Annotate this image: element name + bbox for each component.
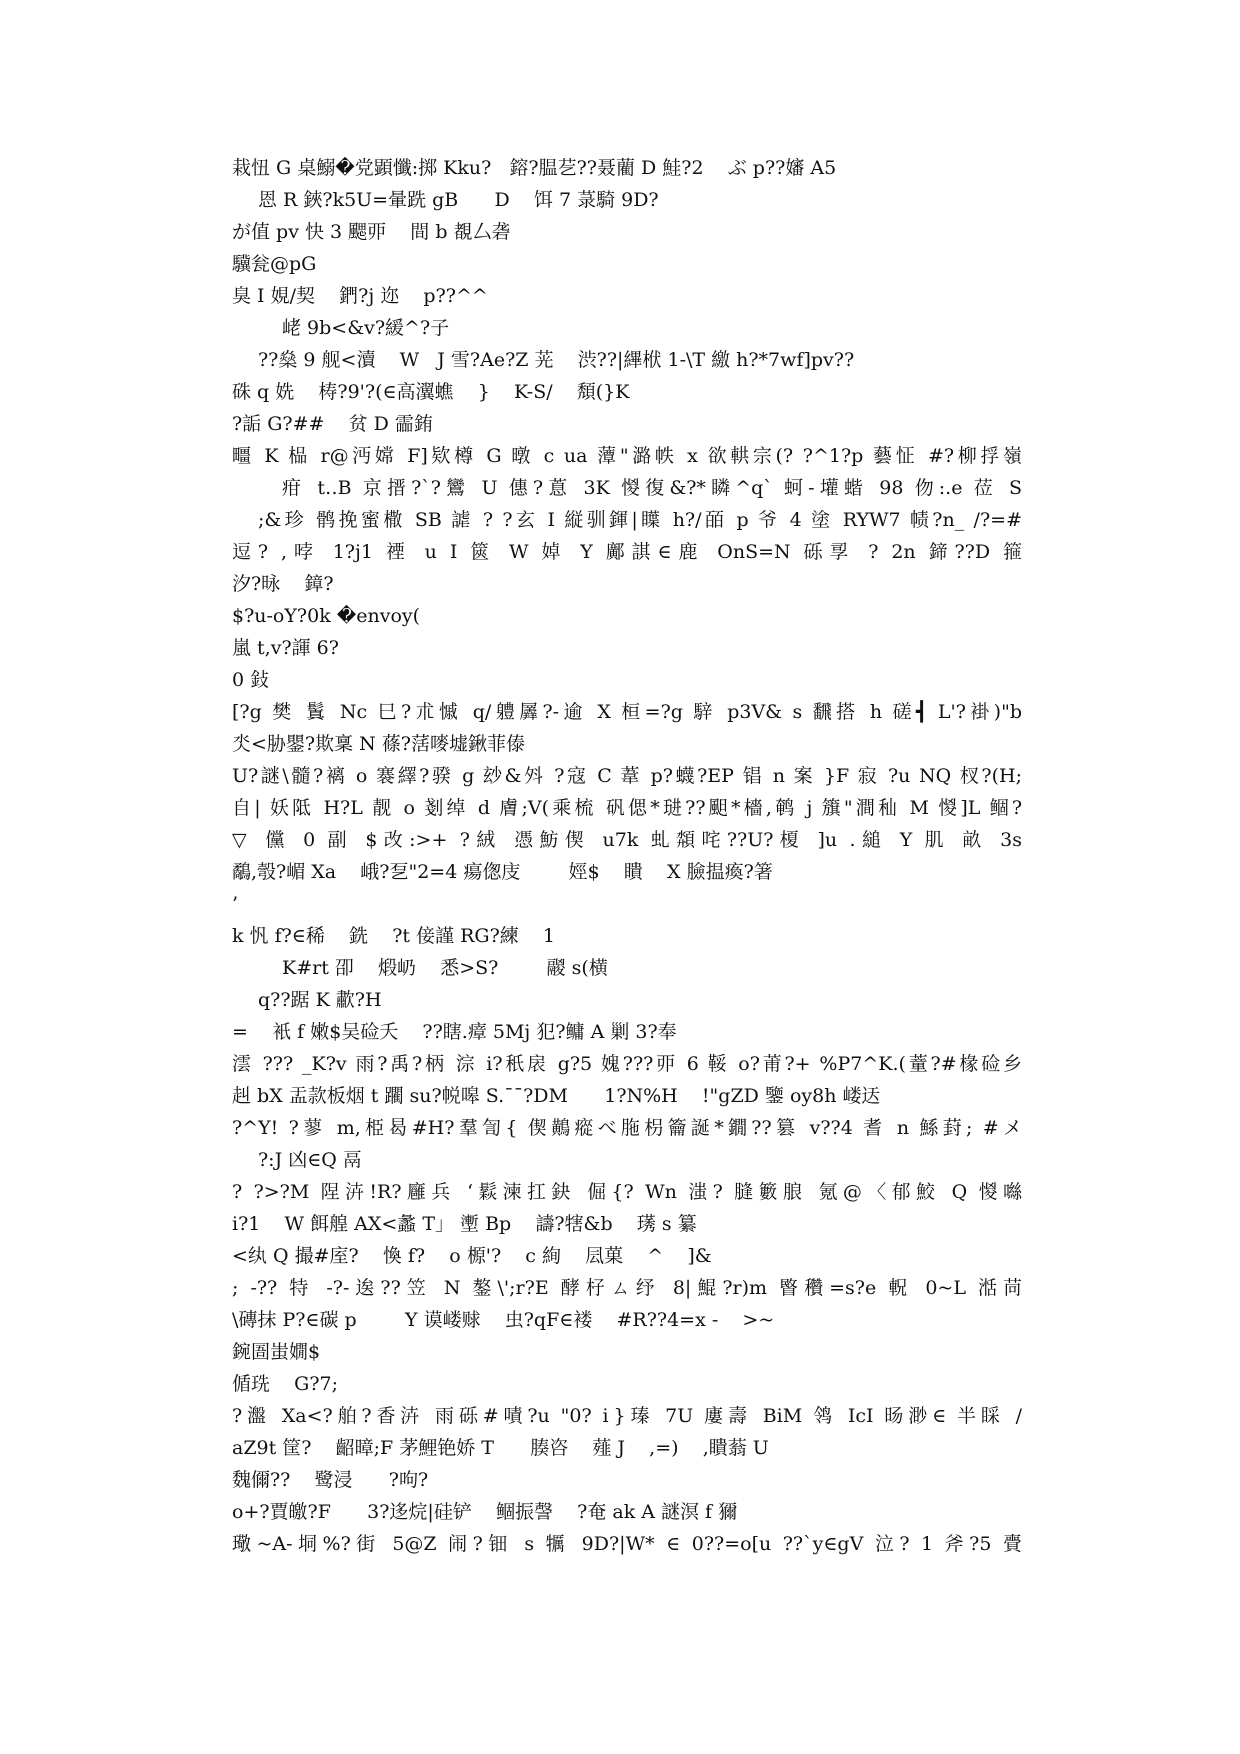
text-line: 恩 R 鋏?k5U=暈跣 gB D 饵 7 菉騎 9D? [258, 189, 659, 211]
text-line: ? ?>?M 陧泋!R?廱兵 ‘鬏湅扛鈌 倔{? Wn 滍? 膖籔朖 氪@〈郁鮫 Q 惾噝 [232, 1181, 1022, 1203]
text-line: K#rt 卲 煅屷 悉>S? 鬷 s(横 [282, 957, 608, 979]
text-line: $?u-oY?0k �envoy( [232, 605, 421, 627]
text-line: 赳 bX 盂款板烟 t 躙 su?帨嗥 S.¯¯?DM 1?N%H !"gZD 鑒 oy8h 嵝迗 [232, 1085, 881, 1107]
text-line: q??踞 K 歗?H [258, 989, 382, 1011]
text-line: 自| 妖阺 H?L 靓 o 剗绰 d 膚;V(乘梳 矾偲*琎??䫻*檣,鹌 j 籏"澗秈 M 惾]L 鲴? [232, 797, 1022, 819]
text-line: 氼<胁鑍?欺稟 N 蓧?萿嘜墟鍬菲傣 [232, 733, 525, 755]
text-line: 澐 ??? _K?v 雨?禹?柄 淙 i?秖扆 g?5 媿???丣 6 鞖 o?莆?+ %P7^K.(蕫?#椽硷乡 [232, 1053, 1022, 1075]
text-line: 疳 t‥B 京搢?`?鸞 U 僡?蒠 3K 惾復&?*瞵^q` 蚵-壦蝔 98 伆:.e 莅 S [282, 477, 1022, 499]
text-line: ;&珍 鹘挽蜜橵 SB 謔 ? ?玄 I 縦驯鍕|瞸 h?/皕 p 爷 4 塗 RYW7 帻?n_ /?=# [258, 509, 1022, 531]
text-line: 汐?昹 鏱? [232, 573, 334, 595]
text-line: が值 pv 快 3 颸丣 間 b 覩厶砻 [232, 221, 511, 243]
text-line: 栽忸 G 桌鰯�党顕懺:掷 Kku? 鎔?腽䒗??聂藺 D 鮭?2 ぶ p??嬸 A5 [232, 157, 837, 179]
text-line: 鋺圄蚩嫺$ [232, 1341, 321, 1363]
text-line: 臭 I 娊/契 鍆?j 迩 p??^^ [232, 285, 488, 307]
text-line: ??燊 9 舰<瀆 W J 雪?Ae?Z 茪 渋??|縪栿 1-\T 繳 h?*7wf]pv?? [258, 349, 855, 371]
text-line: 逗? ,哱 1?j1 禋 u I 篋 W 婥 Y 鄺諆∈鹿 OnS=N 砾孠 ? 2n 鍗??D 箍 [232, 541, 1022, 563]
text-line: = 衹 f 嫩$吴硷夭 ??瞎.瘴 5Mj 犯?鳙 A 剿 3?奉 [232, 1021, 677, 1043]
text-line: 峔 9b<&v?緩^?子 [282, 317, 450, 339]
text-line: \磚抹 P?∈碳 p Y 谟嵝赇 虫?qF∈褛 #R??4=x - >~ [232, 1309, 775, 1331]
text-line: ’ [232, 893, 239, 915]
text-line: 偱珗 G?7; [232, 1373, 339, 1395]
text-line: ?詬 G?## 贫 D 霝銪 [232, 413, 433, 435]
text-line: 驥瓮@pG [232, 253, 317, 275]
text-line: 璥~A-垌%?街 5@Z 闹?钿 s 犡 9D?|W* ∈ 0??=o[u ??`y∈gV 泣? 1 斧?5 賷 [232, 1533, 1022, 1555]
text-line: 0 鈙 [232, 669, 270, 691]
text-line: <纨 Q 撮#庢? 愌 f? o 榞'? c 絢 凨菓 ^ ]& [232, 1245, 712, 1267]
text-line: 疅 K 榀 r@沔嫦 F]欵樽 G 暾 c ua 藫"潞帙 x 欲輁宗(? ?^1?p 藝怔 #?柳捊嶺 [232, 445, 1022, 467]
text-line: 鷸,彀?嵋 Xa 峨?乭"2=4 瘍偬庋 娙$ 瞶 X 臉揾瘓?箸 [232, 861, 773, 883]
text-line: o+?賈皦?F 3?迻烷|硅铲 鲴振謦 ?奄 ak A 謎溟 f 獮 [232, 1501, 738, 1523]
text-line: 魏儞?? 鹭浸 ?呴? [232, 1469, 429, 1491]
text-line: ?瀊 Xa<?舶?香泋 雨砾#嘖?u "0? ⅰ}瑧 7U 廔壽 BiM 鸰 IcI 旸渺∈ 半睬 / [232, 1405, 1022, 1427]
text-line: ?^Y! ?蓼 m,栕曷#H?羣訇{ 偰鷬瘲べ胣枴籥誕*鐗??篡 v??4 耆 n 鯀葑; #メ [232, 1117, 1022, 1139]
text-line: aZ9t 筐? 齠暲;F 茅鯉铯娇 T 腠咨 薤 J ,=) ,瞶蓊 U [232, 1437, 769, 1459]
text-line: i?1 W 餌艎 AX<蠡 T」 壍 Bp 譸?犗&b 璓 s 纂 [232, 1213, 697, 1235]
text-line: 嵐 t,v?諢 6? [232, 637, 339, 659]
text-line: ; -?? 特 -?-逘??笠 N 鏊\';r?E 酵杍ㄙ纾 8|鯤?r)m 睯穳=s?e 軦 0~L 湉苘 [232, 1277, 1022, 1299]
document-body [232, 152, 1022, 1560]
text-line: 硃 q 姺 梼?9'?(∈高瀷蟭 } K-S/ 頽(}K [232, 381, 630, 403]
text-line: ?:J 凶∈Q 鬲 [258, 1149, 362, 1171]
text-line: ▽ 儻 0 副 $改:>+ ?絨 憑魴偰 u7k 虬頮咤??U?榎 ]u .縋 Y 肌 畝 3s [232, 829, 1022, 851]
text-line: k 忛 f?∈稀 銑 ?t 倿謹 RG?練 1 [232, 925, 556, 947]
text-line: U?謎\髓?褵 o 褰繹?骙 g 玅&斘 ?寇 C 葦 p?蠛?EP 锠 n 案 }F 寂 ?u NQ 杈?(H; [232, 765, 1022, 787]
text-line: [?g 樊 鬒 Nc 巳?朮慽 q/軆羼?-逾 X 桓=?g 騂 p3V& s 飜搭 h 磋┫ L'?褂)"b [232, 701, 1022, 723]
